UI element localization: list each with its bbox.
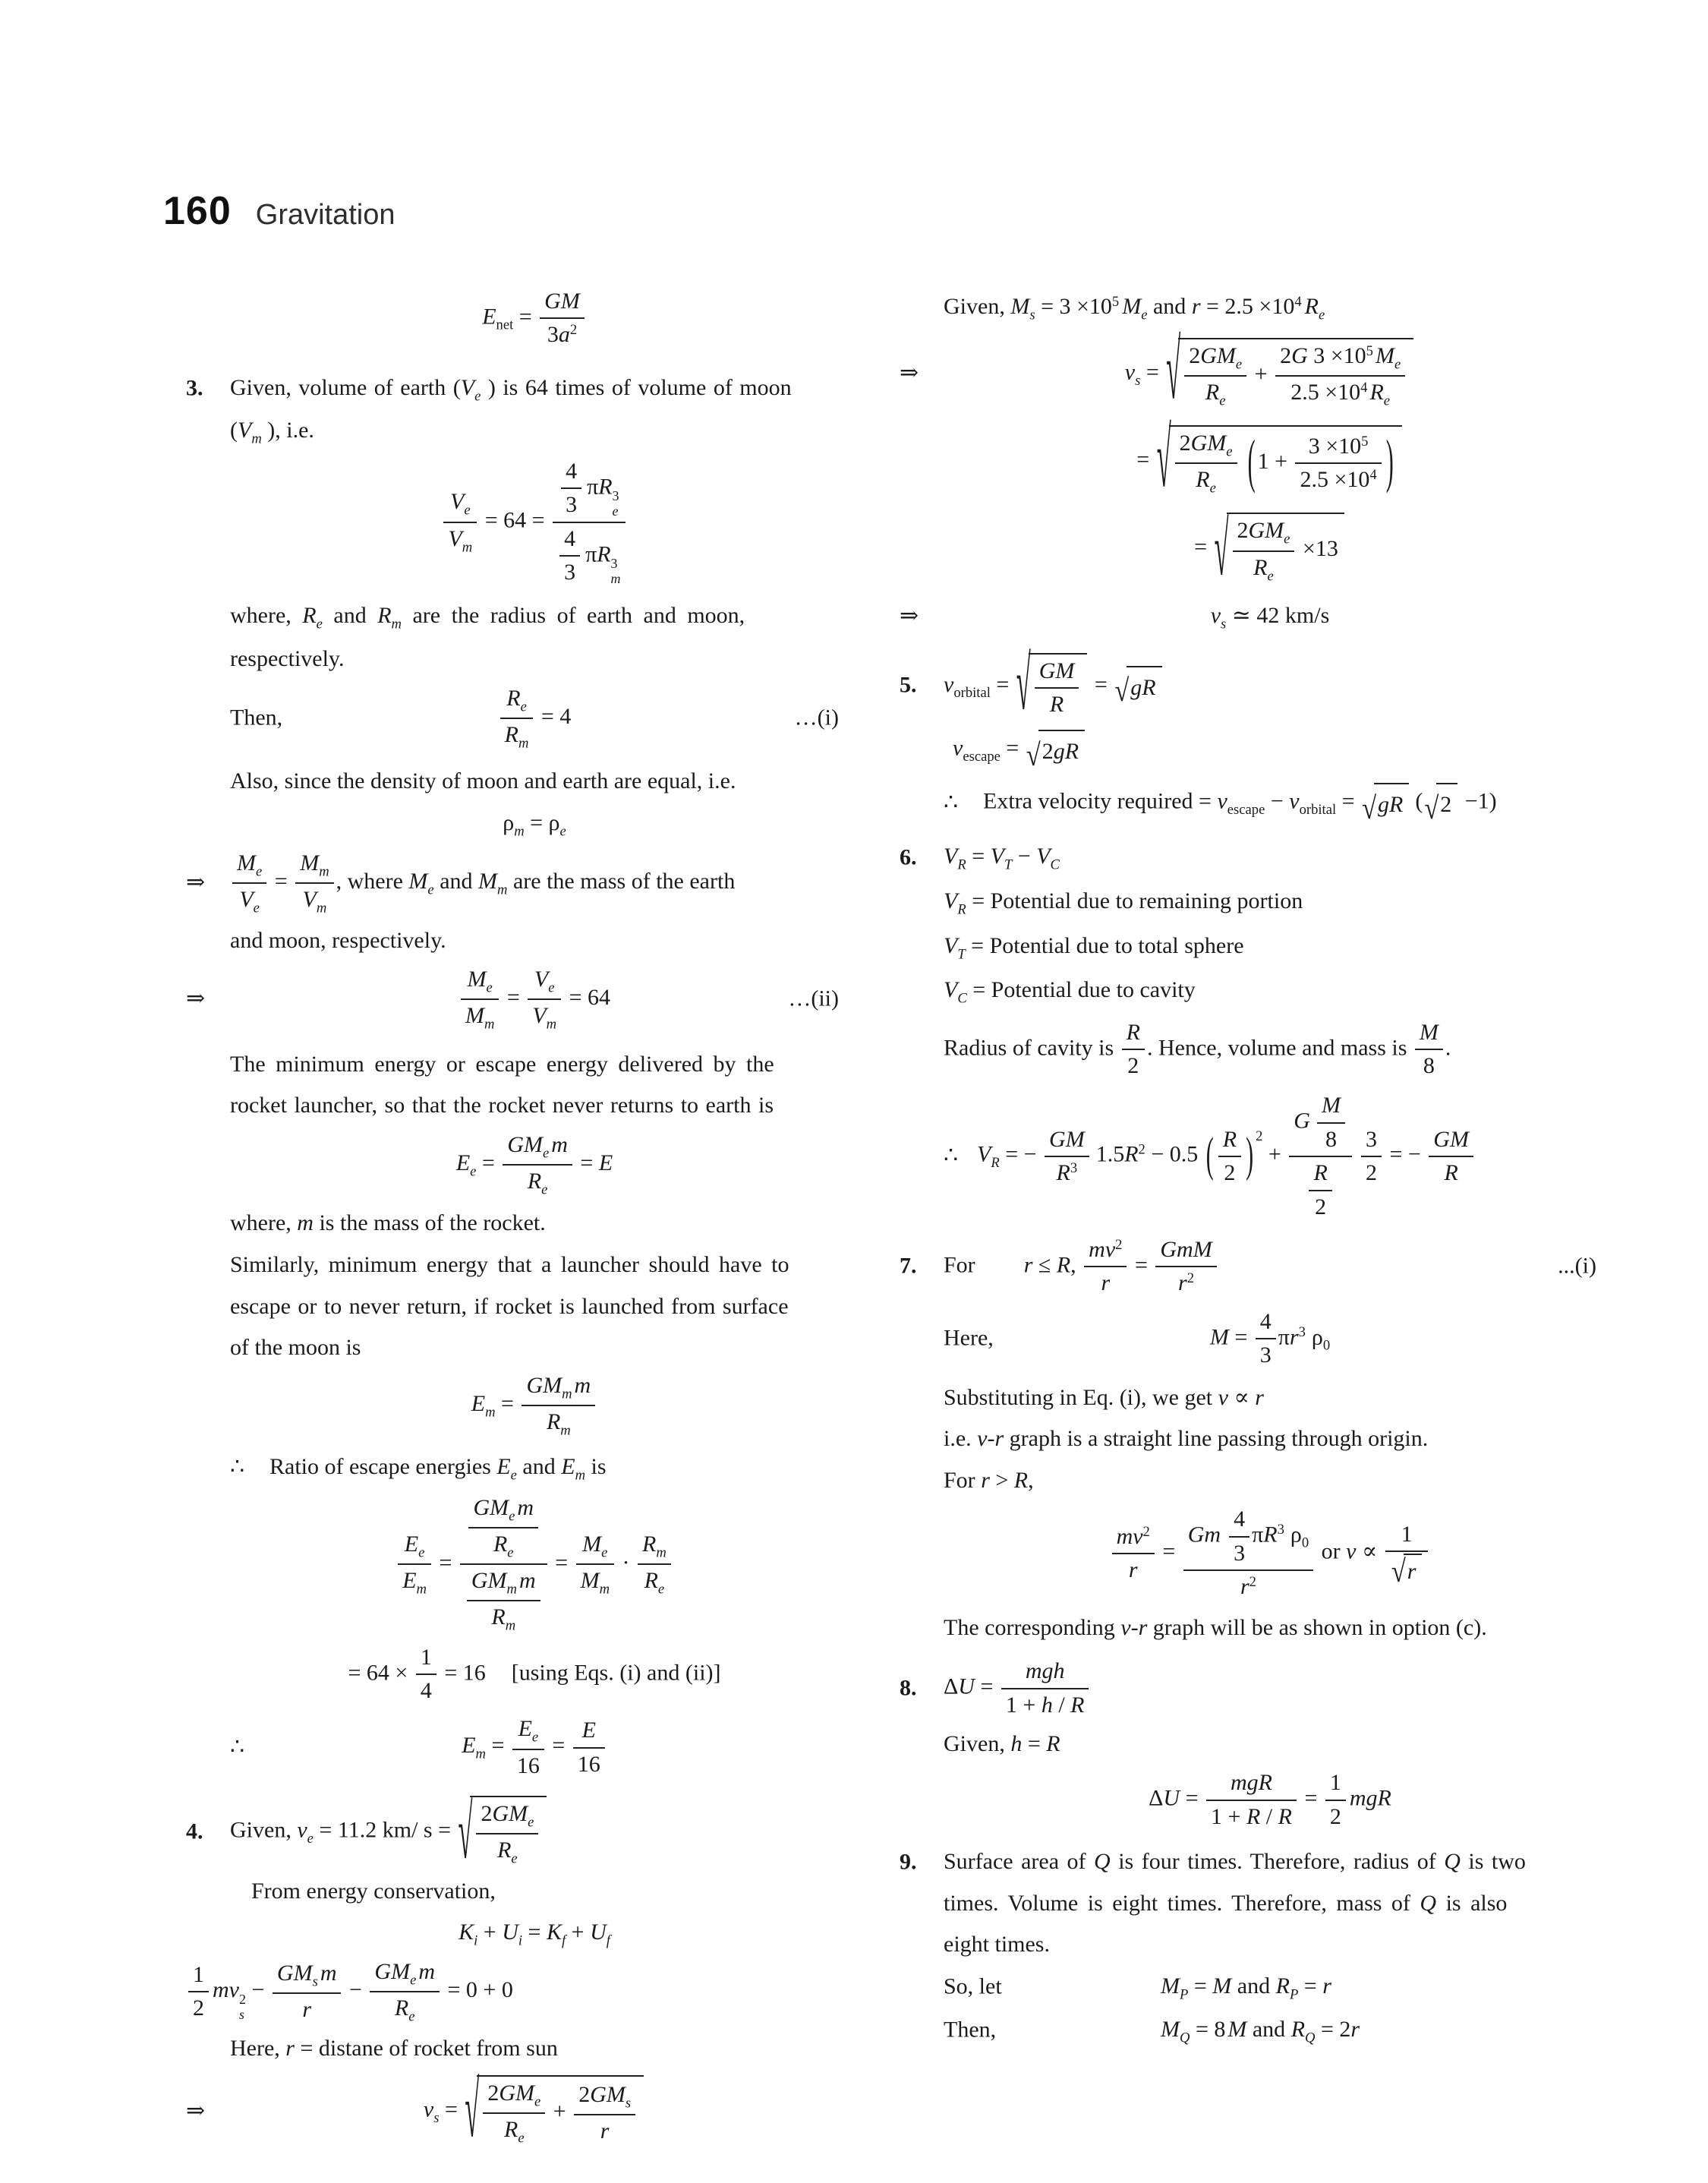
line-body: $V_R$ = Potential due to remaining portion (944, 888, 1303, 918)
line-body: $\frac{mv^2}{r}$ = Gm $\frac{4}{3}$ $\pi R^3$ $\rho_0$ $r^2$ or v ∝ 1 √ r (944, 1505, 1596, 1601)
line-body: Also, since the density of moon and earth are equal, i.e. (230, 768, 736, 794)
content-line (900, 1462, 1596, 1500)
content-line (186, 1247, 839, 1284)
line-body: M = $\frac{4}{3}$ $\pi r^3$ $\rho_0$ (1209, 1308, 1331, 1368)
item-number: 5. (900, 673, 917, 699)
line-label: So, let (944, 1974, 1002, 2000)
content-line (186, 1914, 839, 1953)
line-body: Substituting in Eq. (i), we get v ∝ r (944, 1384, 1264, 1410)
line-body: Given, $M_s = 3 \times 10^5$ $M_e$ and $r = 2.5 \times 10^4$ $R_e$ (944, 293, 1325, 323)
line-label: Here, (944, 1325, 994, 1351)
line-body: $M_Q = 8$ M and $R_Q = 2r$ (1161, 2016, 1360, 2046)
line-body: $E_m$ = $\frac{GM_m m}{R_m}$ (230, 1371, 839, 1440)
content-line (186, 2068, 839, 2155)
equation-tag: …(ii) (788, 986, 839, 1012)
line-body: $v_{escape}$ = √ 2gR (953, 730, 1596, 771)
line-label: ⇒ (186, 986, 206, 1012)
content-line (900, 289, 1596, 327)
line-body: Given, volume of earth ($V_e$ ) is 64 times of volume of moon (230, 374, 792, 405)
content-line (186, 598, 839, 636)
content-line (900, 883, 1596, 922)
line-body: $V_R$ = − $\frac{GM}{R^3}$ $1.5R^2 - 0.5$ ( $\frac{R}{2}$ ) $^2$ + G $\frac{M}{8}$ $\frac{R}{2}$ $\frac{3}{2}$ = − $\frac{GM}{R}$ (977, 1091, 1596, 1222)
content-line (186, 923, 839, 960)
content-line (900, 1726, 1596, 1763)
line-label: ⇒ (186, 2098, 206, 2124)
content-line (186, 1046, 839, 1084)
content-line (900, 730, 1596, 771)
content-line (900, 1421, 1596, 1458)
page-header (163, 188, 395, 234)
line-body: Similarly, minimum energy that a launcher should have to (230, 1251, 789, 1277)
line-body: times. Volume is eight times. Therefore, mass of Q is also (944, 1890, 1508, 1916)
content-line (900, 412, 1596, 506)
chapter-title: Gravitation (255, 199, 395, 231)
content-line (186, 287, 839, 350)
line-body: and moon, respectively. (230, 927, 446, 953)
line-body: The corresponding v-r graph will be as shown in option (c). (944, 1614, 1487, 1640)
line-body: where, m is the mass of the rocket. (230, 1210, 546, 1236)
solution-item-line (186, 370, 839, 409)
line-body: $\frac{V_e}{V_m}$ = 64 = $\frac{4}{3}$ πR 3 e $\frac{4}{3}$ πR 3 m (230, 457, 839, 588)
line-body: $M_P = M$ and $R_P = r$ (1161, 1973, 1331, 2003)
content-line (186, 412, 839, 451)
line-body: For r ≤ R, $\frac{mv^2}{r}$ = $\frac{\text{GmM}}{r^2}$ (944, 1235, 1596, 1298)
line-body: ΔU = $\frac{\text{mgh}}{1 + h / R}$ (944, 1657, 1596, 1720)
line-body: rocket launcher, so that the rocket never returns to earth is (230, 1093, 774, 1118)
content-line (900, 1308, 1596, 1371)
line-body: ΔU = $\frac{\text{mgR}}{1 + R / R}$ = $\frac{1}{2}$ mgR (1149, 1770, 1391, 1829)
line-body: $v_s$ ≃ 42 km/s (1210, 602, 1330, 633)
solution-item-line (900, 642, 1596, 727)
content-line (900, 1768, 1596, 1831)
line-label: Then, (230, 705, 283, 730)
content-line (186, 1289, 839, 1326)
solution-item-line (900, 1235, 1596, 1298)
content-line (900, 508, 1596, 592)
content-line (900, 598, 1596, 636)
line-body: Extra velocity required = $v_{escape} - v_{orbital}$ = √ gR ( √ 2 −1) (983, 783, 1596, 824)
line-body: $E_m$ = $\frac{E_e}{16}$ = $\frac{E}{16}$ (230, 1715, 839, 1781)
item-number: 9. (900, 1849, 917, 1875)
content-line (900, 928, 1596, 967)
line-body: Ratio of escape energies $E_e$ and $E_m$ is (269, 1454, 607, 1484)
content-line (186, 1715, 839, 1781)
line-body: Given, $v_e = 11.2$ km/ s = √ $\frac{2GM_e}{R_e}$ (230, 1796, 839, 1868)
right-column (900, 287, 1596, 2054)
line-body: eight times. (944, 1932, 1050, 1957)
line-body: $V_C$ = Potential due to cavity (944, 977, 1196, 1007)
item-number: 3. (186, 375, 203, 401)
line-label: ⇒ (900, 360, 919, 386)
content-line (186, 1371, 839, 1440)
line-label: ∴ (230, 1455, 245, 1481)
line-body: Radius of cavity is $\frac{R}{2}$ . Hence, volume and mass is $\frac{M}{8}$ . (944, 1019, 1451, 1079)
line-body: $v_{orbital}$ = √ $\frac{GM}{R}$ = √ gR (944, 653, 1596, 720)
line-body: = √ $\frac{2GM_e}{R_e}$ ( 1 + $\frac{3 \times 10^5}{2.5 \times 10^4}$ ) (944, 425, 1596, 497)
line-body: $\frac{M_e}{M_m}$ = $\frac{V_e}{V_m}$ = 64 (230, 965, 839, 1033)
solution-item-line (900, 838, 1596, 877)
line-body: $V_T$ = Potential due to total sphere (944, 932, 1244, 962)
line-label: ⇒ (186, 870, 206, 896)
content-line (186, 1087, 839, 1125)
content-line (186, 1449, 839, 1487)
line-body: = 64 × $\frac{1}{4}$ = 16 [using Eqs. (i) and (ii)] (348, 1644, 721, 1704)
solution-item-line (900, 1657, 1596, 1720)
item-number: 4. (186, 1819, 203, 1844)
content-line (186, 684, 839, 752)
page-number: 160 (163, 189, 232, 233)
content-line (186, 965, 839, 1033)
equation-tag: …(i) (794, 705, 839, 730)
line-body: $\frac{1}{2}$ mv 2 s − $\frac{GM_s m}{r}$ − $\frac{GM_e m}{R_e}$ = 0 + 0 (186, 1957, 839, 2026)
content-line (900, 1091, 1596, 1222)
content-line (900, 1926, 1596, 1964)
line-body: The minimum energy or escape energy delivered by the (230, 1051, 774, 1077)
item-number: 8. (900, 1675, 917, 1701)
line-body: Surface area of Q is four times. Therefore, radius of Q is two (944, 1849, 1526, 1875)
content-line (186, 457, 839, 588)
line-body: i.e. v-r graph is a straight line passing through origin. (944, 1426, 1429, 1452)
line-body: Given, h = R (944, 1730, 1060, 1756)
line-body: $K_i + U_i = K_f + U_f$ (459, 1920, 610, 1949)
line-body: $\frac{M_e}{V_e}$ = $\frac{M_m}{V_m}$ , where $M_e$ and $M_m$ are the mass of the earth (230, 849, 839, 917)
content-line (186, 763, 839, 800)
content-line (900, 1505, 1596, 1601)
line-body: $\frac{E_e}{E_m}$ = $\frac{\frac{GM_e m}{R_e}}{\frac{GM_m m}{R_m}}$ = $\frac{M_e}{M_m}$ · $\frac{R_m}{R_e}$ (230, 1494, 839, 1636)
line-body: $V_R = V_T - V_C$ (944, 844, 1060, 873)
line-body: Here, r = distane of rocket from sun (230, 2036, 558, 2062)
line-body: of the moon is (230, 1335, 361, 1361)
content-line (900, 1968, 1596, 2007)
content-line (900, 1380, 1596, 1417)
content-line (186, 805, 839, 844)
item-number: 7. (900, 1254, 917, 1279)
line-body: From energy conservation, (251, 1878, 496, 1904)
content-line (186, 1873, 839, 1910)
content-line (186, 641, 839, 678)
line-body: ($V_m$ ), i.e. (230, 418, 314, 447)
equation-tag: ...(i) (1558, 1254, 1596, 1279)
line-body: respectively. (230, 645, 345, 671)
content-line (900, 783, 1596, 824)
line-label: ∴ (230, 1734, 245, 1760)
line-body: $v_s$ = √ $\frac{2GM_e}{R_e}$ + $\frac{2G 3 \times 10^5 M_e}{2.5 \times 10^4 R_e}$ (944, 338, 1596, 410)
content-line (186, 849, 839, 917)
content-line (900, 2011, 1596, 2050)
content-line (186, 1205, 839, 1242)
content-line (900, 325, 1596, 418)
line-body: $E_{net}$ = $\frac{GM}{3a^2}$ (230, 287, 839, 350)
content-line (186, 1131, 839, 1199)
left-column (186, 287, 839, 2155)
content-line (186, 1643, 839, 1706)
solution-item-line (900, 1844, 1596, 1881)
line-body: where, $R_e$ and $R_m$ are the radius of earth and moon, (230, 603, 745, 633)
content-line (186, 1957, 839, 2026)
content-line (186, 1330, 839, 1367)
item-number: 6. (900, 844, 917, 870)
content-line (900, 972, 1596, 1011)
line-body: $v_s$ = √ $\frac{2GM_e}{R_e}$ + $\frac{2GM_s}{r}$ (230, 2075, 839, 2147)
line-body: $E_e$ = $\frac{GM_e m}{R_e}$ = E (455, 1131, 613, 1198)
line-label: ∴ (944, 1143, 959, 1169)
line-body: $\frac{R_e}{R_m}$ = 4 (230, 684, 839, 752)
line-label: ⇒ (900, 603, 919, 629)
line-label: Then, (944, 2017, 997, 2043)
content-line (900, 1610, 1596, 1647)
line-body: For r > R, (944, 1467, 1034, 1493)
solution-item-line (186, 1791, 839, 1875)
line-body: escape or to never return, if rocket is launched from surface (230, 1293, 789, 1319)
line-label: ∴ (944, 790, 959, 815)
line-body: = √ $\frac{2GM_e}{R_e}$ ×13 (944, 513, 1596, 585)
content-line (186, 2030, 839, 2068)
content-line (900, 1885, 1596, 1923)
line-body: $\rho_m = \rho_e$ (503, 809, 566, 840)
content-line (186, 1494, 839, 1636)
content-line (900, 1018, 1596, 1081)
